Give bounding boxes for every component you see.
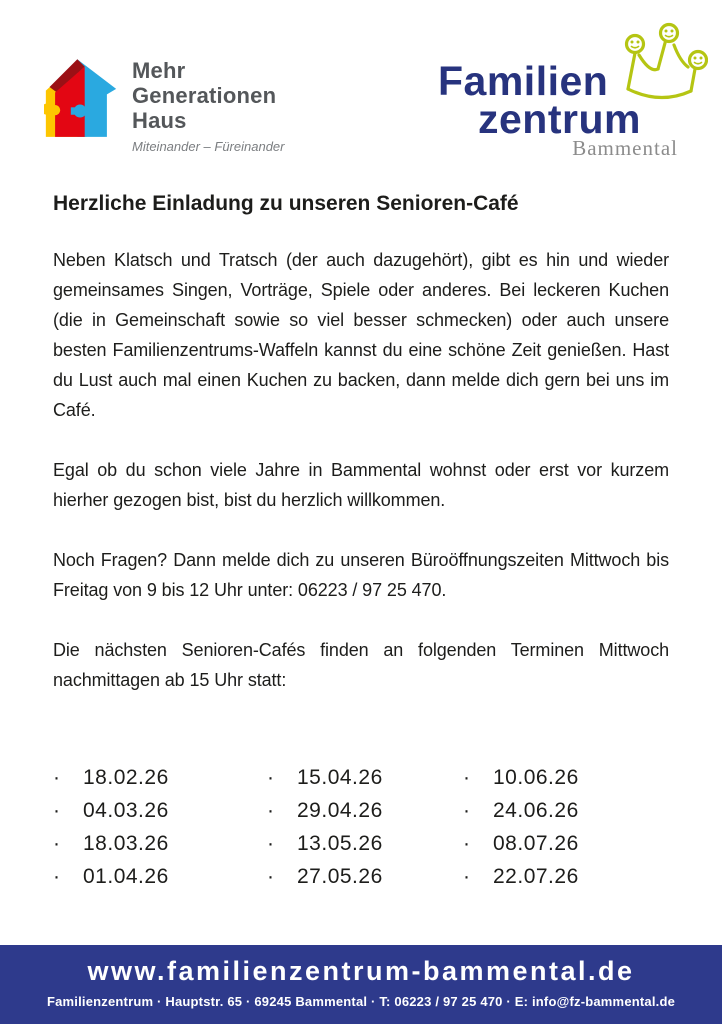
date-item <box>463 766 579 799</box>
fz-logo-word-familien: Familien <box>438 58 609 104</box>
footer-website-url: www.familienzentrum-bammental.de <box>87 956 635 986</box>
body-paragraph-3: Noch Fragen? Dann melde dich zu unseren Büroöffnungszeiten Mittwoch bis Freitag von 9 bis 12 Uhr unter: 06223 / 97 25 470. <box>53 550 669 600</box>
date-item <box>267 766 383 799</box>
dates-column-2 <box>267 766 383 898</box>
date-bullet: · <box>463 799 470 822</box>
date-bullet: · <box>463 865 470 888</box>
body-paragraph-1: Neben Klatsch und Tratsch (der auch dazugehört), gibt es hin und wieder gemeinsames Singen, Vorträge, Spiele oder anderes. Bei leckeren Kuchen (die in Gemeinschaft sowie so viel besser schmecken) oder auch unsere besten Familienzentrums-Waffeln kannst du eine schöne Zeit genießen. Hast du Lust auch mal einen Kuchen zu backen, dann melde dich gern bei uns im Café. <box>53 250 669 420</box>
date-item <box>267 865 383 898</box>
mgh-logo <box>44 56 284 154</box>
date-item <box>267 799 383 832</box>
date-item <box>463 832 579 865</box>
fz-logo-word-bammental: Bammental <box>572 136 678 160</box>
date-bullet: · <box>267 799 274 822</box>
flyer-content <box>53 192 669 695</box>
date-text: 08.07.26 <box>493 832 579 855</box>
date-bullet: · <box>463 766 470 789</box>
date-text: 04.03.26 <box>83 799 169 822</box>
mgh-logo-line1: Mehr <box>132 58 186 83</box>
footer-bar <box>0 945 722 1024</box>
mgh-logo-tagline: Miteinander – Füreinander <box>132 139 285 154</box>
puzzle-house-icon <box>44 56 118 142</box>
date-item <box>53 832 169 865</box>
mgh-logo-line3: Haus <box>132 108 187 133</box>
date-bullet: · <box>53 766 60 789</box>
date-text: 15.04.26 <box>297 766 383 789</box>
footer-contact-line: Familienzentrum · Hauptstr. 65 · 69245 Bammental · T: 06223 / 97 25 470 · E: info@fz-bammental.de <box>46 994 676 1009</box>
familienzentrum-logo <box>430 12 710 167</box>
date-item <box>53 766 169 799</box>
date-item <box>463 799 579 832</box>
date-bullet: · <box>267 832 274 855</box>
dates-column-1 <box>53 766 169 898</box>
date-bullet: · <box>53 865 60 888</box>
mgh-logo-line2: Generationen <box>132 83 277 108</box>
date-bullet: · <box>53 832 60 855</box>
body-paragraph-2: Egal ob du schon viele Jahre in Bammental wohnst oder erst vor kurzem hierher gezogen bist, bist du herzlich willkommen. <box>53 460 669 510</box>
date-item <box>267 832 383 865</box>
date-item <box>53 865 169 898</box>
dates-section <box>53 766 669 906</box>
date-text: 18.03.26 <box>83 832 169 855</box>
date-text: 13.05.26 <box>297 832 383 855</box>
date-bullet: · <box>463 832 470 855</box>
date-text: 18.02.26 <box>83 766 169 789</box>
body-paragraph-4: Die nächsten Senioren-Cafés finden an folgenden Terminen Mittwoch nachmittagen ab 15 Uhr statt: <box>53 640 669 690</box>
fz-logo-word-zentrum: zentrum <box>478 96 641 142</box>
page-title: Herzliche Einladung zu unseren Senioren-Café <box>53 192 519 215</box>
date-bullet: · <box>53 799 60 822</box>
date-item <box>53 799 169 832</box>
date-bullet: · <box>267 766 274 789</box>
date-item <box>463 865 579 898</box>
mgh-logo-text <box>132 58 284 154</box>
dates-column-3 <box>463 766 579 898</box>
date-text: 24.06.26 <box>493 799 579 822</box>
date-text: 27.05.26 <box>297 865 383 888</box>
date-text: 22.07.26 <box>493 865 579 888</box>
date-bullet: · <box>267 865 274 888</box>
date-text: 10.06.26 <box>493 766 579 789</box>
date-text: 29.04.26 <box>297 799 383 822</box>
date-text: 01.04.26 <box>83 865 169 888</box>
